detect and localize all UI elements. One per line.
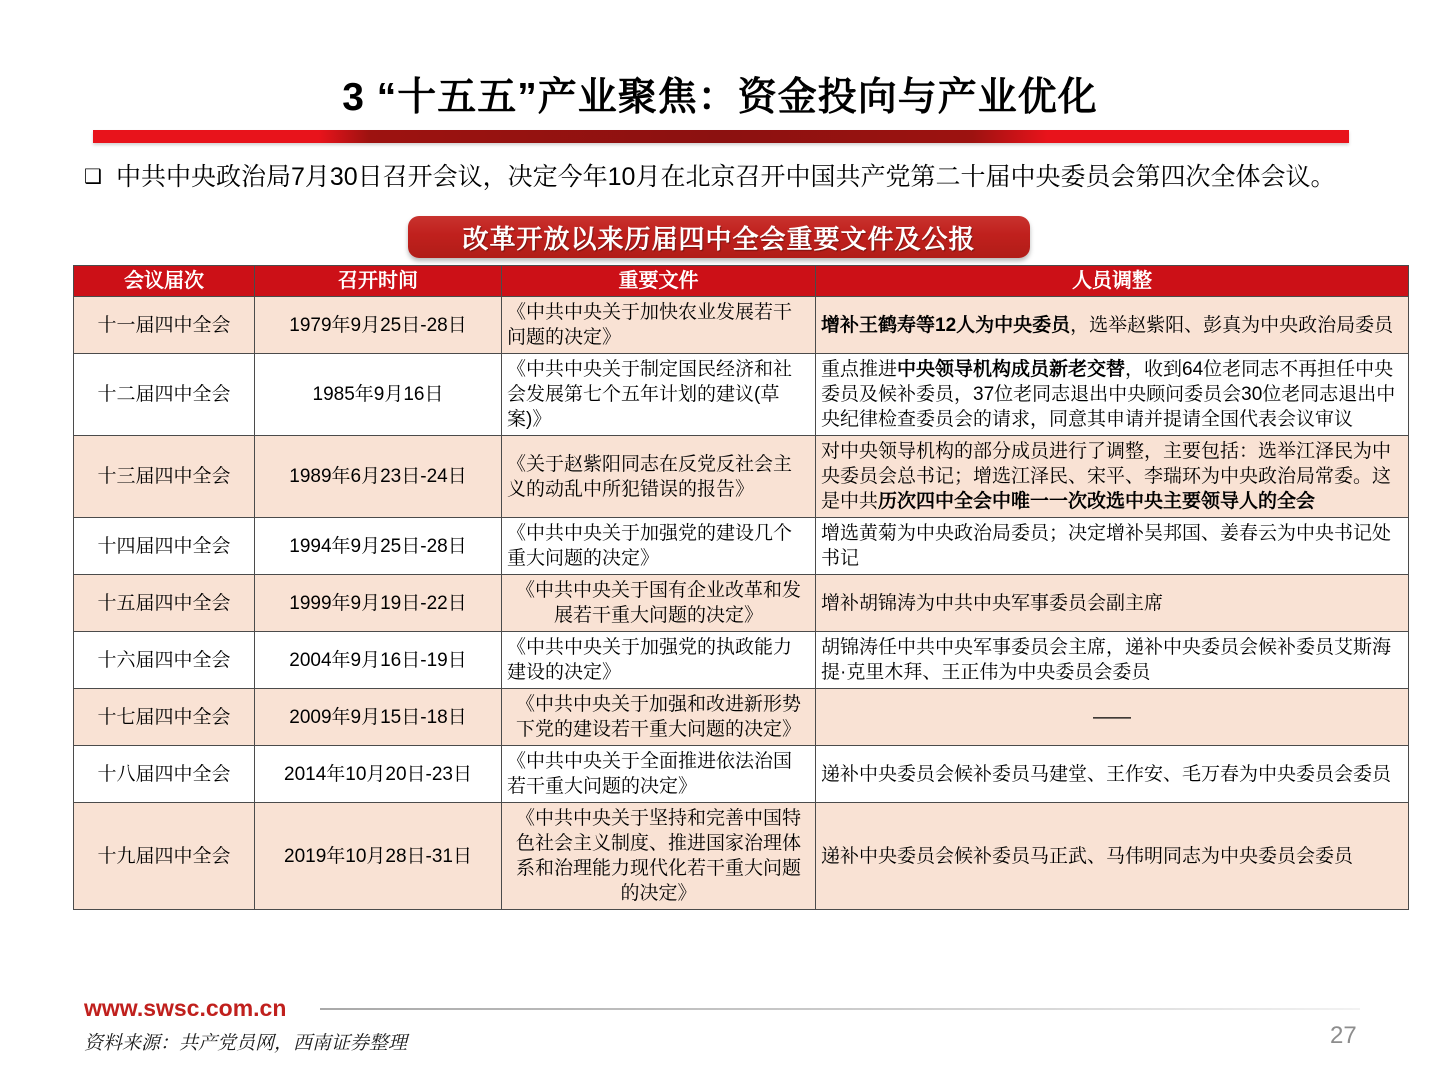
table-row <box>74 632 1409 689</box>
cell-document: 《关于赵紫阳同志在反党反社会主义的动乱中所犯错误的报告》 <box>502 436 816 518</box>
table-row <box>74 297 1409 354</box>
cell-document: 《中共中央关于制定国民经济和社会发展第七个五年计划的建议(草案)》 <box>502 354 816 436</box>
table-row <box>74 354 1409 436</box>
cell-document: 《中共中央关于坚持和完善中国特色社会主义制度、推进国家治理体系和治理能力现代化若干重大问题的决定》 <box>502 803 816 910</box>
cell-personnel: 增补王鹤寿等12人为中央委员，选举赵紫阳、彭真为中央政治局委员 <box>816 297 1409 354</box>
title-divider-bar <box>93 130 1349 143</box>
cell-date: 2004年9月16日-19日 <box>255 632 502 689</box>
table-row <box>74 803 1409 910</box>
cell-personnel: 增选黄菊为中央政治局委员；决定增补吴邦国、姜春云为中央书记处书记 <box>816 518 1409 575</box>
cell-date: 1985年9月16日 <box>255 354 502 436</box>
cell-personnel: 重点推进中央领导机构成员新老交替，收到64位老同志不再担任中央委员及候补委员，37位老同志退出中央顾问委员会30位老同志退出中央纪律检查委员会的请求，同意其申请并提请全国代表会议审议 <box>816 354 1409 436</box>
cell-document: 《中共中央关于全面推进依法治国若干重大问题的决定》 <box>502 746 816 803</box>
cell-personnel: 增补胡锦涛为中共中央军事委员会副主席 <box>816 575 1409 632</box>
table-row <box>74 575 1409 632</box>
table-header <box>74 266 1409 297</box>
cell-term: 十二届四中全会 <box>74 354 255 436</box>
column-header-doc: 重要文件 <box>502 266 816 297</box>
page-number: 27 <box>1330 1022 1357 1049</box>
plenary-sessions-table <box>73 265 1409 910</box>
cell-term: 十七届四中全会 <box>74 689 255 746</box>
bullet-paragraph <box>84 160 1374 195</box>
cell-term: 十八届四中全会 <box>74 746 255 803</box>
footer-brand: www.swsc.com.cn <box>84 995 287 1021</box>
table-header-row <box>74 266 1409 297</box>
cell-term: 十九届四中全会 <box>74 803 255 910</box>
cell-date: 1979年9月25日-28日 <box>255 297 502 354</box>
column-header-date: 召开时间 <box>255 266 502 297</box>
column-header-personnel: 人员调整 <box>816 266 1409 297</box>
cell-term: 十六届四中全会 <box>74 632 255 689</box>
cell-personnel: 对中央领导机构的部分成员进行了调整，主要包括：选举江泽民为中央委员会总书记；增选江泽民、宋平、李瑞环为中央政治局常委。这是中共历次四中全会中唯一一次改选中央主要领导人的全会 <box>816 436 1409 518</box>
bullet-text: 中共中央政治局7月30日召开会议，决定今年10月在北京召开中国共产党第二十届中央委员会第四次全体会议。 <box>115 163 1336 191</box>
cell-document: 《中共中央关于加强党的建设几个重大问题的决定》 <box>502 518 816 575</box>
cell-personnel: 胡锦涛任中共中央军事委员会主席，递补中央委员会候补委员艾斯海提·克里木拜、王正伟为中央委员会委员 <box>816 632 1409 689</box>
table-row <box>74 746 1409 803</box>
cell-date: 1994年9月25日-28日 <box>255 518 502 575</box>
cell-date: 1999年9月19日-22日 <box>255 575 502 632</box>
table-caption-banner <box>408 216 1030 258</box>
footer-divider <box>320 1008 1360 1010</box>
table-caption-label: 改革开放以来历届四中全会重要文件及公报 <box>462 223 976 254</box>
cell-term: 十五届四中全会 <box>74 575 255 632</box>
table-body <box>74 297 1409 910</box>
table-row <box>74 689 1409 746</box>
cell-personnel: —— <box>816 689 1409 746</box>
cell-document: 《中共中央关于加强党的执政能力建设的决定》 <box>502 632 816 689</box>
cell-term: 十四届四中全会 <box>74 518 255 575</box>
cell-personnel: 递补中央委员会候补委员马建堂、王作安、毛万春为中央委员会委员 <box>816 746 1409 803</box>
page-title: 3 “十五五”产业聚焦：资金投向与产业优化 <box>342 76 1098 119</box>
cell-document: 《中共中央关于国有企业改革和发展若干重大问题的决定》 <box>502 575 816 632</box>
column-header-term: 会议届次 <box>74 266 255 297</box>
cell-document: 《中共中央关于加强和改进新形势下党的建设若干重大问题的决定》 <box>502 689 816 746</box>
footer-source-note: 资料来源：共产党员网，西南证券整理 <box>84 1033 408 1054</box>
cell-document: 《中共中央关于加快农业发展若干问题的决定》 <box>502 297 816 354</box>
cell-date: 2014年10月20日-23日 <box>255 746 502 803</box>
cell-personnel: 递补中央委员会候补委员马正武、马伟明同志为中央委员会委员 <box>816 803 1409 910</box>
cell-term: 十一届四中全会 <box>74 297 255 354</box>
cell-date: 1989年6月23日-24日 <box>255 436 502 518</box>
table-row <box>74 518 1409 575</box>
cell-date: 2009年9月15日-18日 <box>255 689 502 746</box>
cell-term: 十三届四中全会 <box>74 436 255 518</box>
table-row <box>74 436 1409 518</box>
bullet-square-icon: ❑ <box>84 166 102 188</box>
cell-date: 2019年10月28日-31日 <box>255 803 502 910</box>
